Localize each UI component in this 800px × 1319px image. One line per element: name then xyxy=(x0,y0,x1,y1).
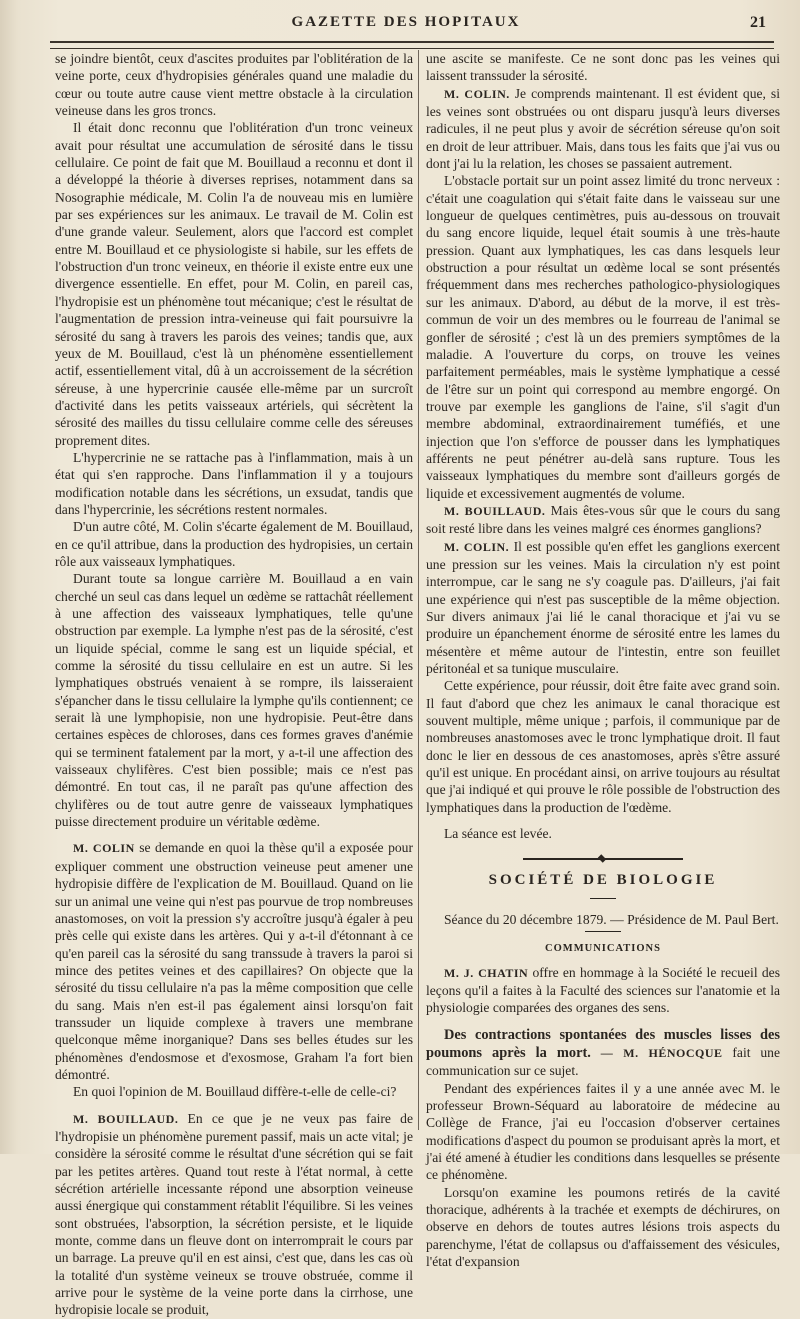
paragraph xyxy=(55,839,413,1083)
paragraph: En quoi l'opinion de M. Bouillaud diffère-t-elle de celle-ci? xyxy=(73,1084,397,1100)
right-column xyxy=(426,50,780,1270)
speaker-name: M. J. CHATIN xyxy=(444,965,529,980)
paragraph: Il était donc reconnu que l'oblitération d'un tronc veineux avait pour résultat une accumulation de sérosité dans le tissu cellulaire. Ce point de fait que M. Bouillaud a reconnu et dont il a développé la théorie à diverses reprises, notamment dans sa Nosographie médicale, M. Colin l'a de nouveau mis en lumière par ses expériences sur les animaux. Le travail de M. Colin est d'une grande valeur. Seulement, alors que l'accord est complet entre M. Bouillaud et ce physiologiste si habile, sur les effets de l'obstruction d'un tronc veineux, en théorie il existe entre eux une divergence essentielle. En effet, pour M. Colin, en pareil cas, l'hydropisie est un phénomène tout mécanique; c'est le résultat de l'augmentation de pression intra-veineuse qui fait poursuivre la sérosité du sang à travers les parois des veines; tandis que, aux yeux de M. Bouillaud, c'est là un phénomène essentiellement actif, essentiellement vital, dû à un accroissement de la sécrétion séreuse, à une hypercrinie causée elle-même par un surcroît d'activité dans les petits vaisseaux artériels, qui sécrètent la sérosité des mailles du tissu cellulaire comme celle des séreuses proprement dites. xyxy=(55,120,413,448)
paragraph: Cette expérience, pour réussir, doit être faite avec grand soin. Il faut d'abord que chez les animaux le canal thoracique est souvent multiple, même unique ; parfois, il communique par de nombreuses anastomoses avec le tronc lymphatique droit. Il faut donc le lier en dessous de ces anastomoses, après s'être assuré qu'il est unique. En procédant ainsi, on arrive toujours au résultat que j'ai indiqué et qui prouve le rôle possible de l'obstruction des lymphatiques dans la production de l'œdème. xyxy=(426,678,780,815)
paragraph: Lorsqu'on examine les poumons retirés de la cavité thoracique, adhérents à la trachée et exempts de déchirures, on observe en dehors de toutes autres lésions trois aspects du parenchyme, l'état de collapsus ou d'affaissement des vésicules, l'état d'expansion xyxy=(426,1184,780,1269)
subsection-heading: COMMUNICATIONS xyxy=(545,943,661,955)
short-rule xyxy=(590,898,616,899)
speaker-name: M. BOUILLAUD. xyxy=(444,503,546,518)
section-title: SOCIÉTÉ DE BIOLOGIE xyxy=(488,872,718,889)
paragraph: L'hypercrinie ne se rattache pas à l'inflammation, mais à un état qui s'en rapproche. Dans l'inflammation il y a toujours modification notable dans les sécrétions, un exsudat, tandis que dans l'hypercrinie, les sécrétions restent normales. xyxy=(55,449,413,517)
speech-text: se demande en quoi la thèse qu'il a exposée pour expliquer comment une obstruction veineuse peut amener une hydropisie diffère de l'explication de M. Bouillaud. Quand on lie sur un animal une veine qui n'est pas pourvue de trop nombreuses anastomoses, on voit la pression s'y accroître jusqu'à égaler à peu près celle qui existe dans les artères. Qui y a-t-il d'étonnant à ce qu'en pareil cas la sérosité du sang transsude à travers la paroi si mince des petites veines et des capillaires? On objecte que la sérosité du tissu cellulaire n'a pas la même composition que celle du sang. Mais n'en est-il pas également ainsi lorsqu'on fait transsuder un liquide complexe à travers une membrane quelconque même inorganique? Dans ses belles études sur les phénomènes d'endosmose et d'exosmose, Graham l'a fort bien démontré. xyxy=(55,840,413,1082)
page-header xyxy=(40,12,772,38)
article-heading xyxy=(426,1026,780,1080)
article-title: Des contractions spontanées des muscles lisses des poumons après la mort. xyxy=(426,1026,780,1061)
speaker-name: M. COLIN xyxy=(73,841,135,856)
paragraph xyxy=(426,502,780,538)
paragraph xyxy=(55,1110,413,1319)
speech-text: En ce que je ne veux pas faire de l'hydropisie un phénomène purement passif, mais un acte vital; je considère la sérosité comme le résultat d'une sécrétion qui se fait par les petites artères. Quand tout reste à l'état normal, à cette sécrétion artérielle incessante répond une absorption veineuse aussi énergique qui constamment rétablit l'équilibre. Si les veines sont obstruées, l'absorption, la sécrétion persiste, et le liquide monte, comme dans un fleuve dont on interromprait le cours par un barrage. La preuve qu'il en est ainsi, c'est que, dans les cas où la totalité d'un système veineux se trouve obstruée, comme il arrive pour le système de la veine porte dans la cirrhose, une hydropisie locale se produit, xyxy=(55,1110,413,1318)
speech-text: offre en hommage à la Société le recueil des leçons qu'il a faites à la Faculté des sciences sur l'anatomie et la physiologie comparées des organes des sens. xyxy=(426,964,780,1016)
small-rule xyxy=(585,931,621,932)
seance-line: Séance du 20 décembre 1879. — Présidence de M. Paul Bert. xyxy=(444,911,779,927)
page-number: 21 xyxy=(750,14,766,31)
article-author: — M. HÉNOCQUE xyxy=(590,1045,723,1060)
paragraph: se joindre bientôt, ceux d'ascites produites par l'oblitération de la veine porte, ceux d'hydropisies générales quand une maladie du cœur ou toute autre cause vient mettre obstacle à la circulation veineuse dans les gros troncs. xyxy=(55,51,413,119)
ornament-divider xyxy=(523,856,683,862)
article-intro: fait une communication sur ce sujet. xyxy=(426,1044,780,1079)
paragraph: Durant toute sa longue carrière M. Bouillaud a en vain cherché un seul cas dans lequel un œdème se rattachât réellement à une affection des vaisseaux lymphatiques, telle qu'une obstruction par exemple. La lymphe n'est pas de la sérosité, c'est un liquide spécial, comme le sang est un liquide spécial, et comme la sérosité du tissu cellulaire en est un autre. Si les lymphatiques obstrués venaient à se rompre, ils laisseraient s'épancher dans le tissu cellulaire la lymphe qu'ils contiennent; ce serait là une lymphopisie, non une hydropisie. Peut-être dans certaines espèces de chloroses, dans ces formes graves d'anémie qui se terminent fatalement par la mort, y a-t-il une affection des vaisseaux chylifères. C'est bien possible; mais ce n'est pas démontré. En tout cas, il ne paraît pas qu'une affection des chylifères ou de tout autre genre de vaisseaux lymphatiques puisse directement produire un véritable œdème. xyxy=(55,571,413,830)
speaker-name: M. BOUILLAUD. xyxy=(73,1111,179,1126)
paragraph: D'un autre côté, M. Colin s'écarte également de M. Bouillaud, en ce qu'il attribue, dans la production des hydropisies, un certain rôle aux vaisseaux lymphatiques. xyxy=(55,519,413,569)
speech-text: Il est possible qu'en effet les ganglions exercent une pression sur les veines. Mais la circulation n'y est point interrompue, car le sang ne s'y coagule pas. D'ailleurs, j'ai fait une expérience qui n'est pas susceptible de la même objection. Sur divers animaux j'ai lié le canal thoracique et j'ai vu se produire un épanchement énorme de sérosité entre les lames du mésentère et même autour de l'intestin, entre son feuillet péritonéal et sa tunique musculaire. xyxy=(426,538,780,677)
paragraph xyxy=(426,964,780,1017)
left-column xyxy=(55,50,413,1319)
speech-text: Mais êtes-vous sûr que le cours du sang soit resté libre dans les veines malgré ces énormes ganglions? xyxy=(426,502,780,537)
paragraph xyxy=(426,538,780,678)
speaker-name: M. COLIN. xyxy=(444,86,510,101)
paragraph xyxy=(426,85,780,173)
header-rule xyxy=(50,41,774,49)
column-divider xyxy=(418,50,419,1130)
paragraph: L'obstacle portait sur un point assez limité du tronc nerveux : c'était une coagulation qui s'était faite dans le vaisseau sur une longueur de quelques centimètres, puis au-dessous on trouvait du sang encore liquide, lequel était soumis à une très-haute pression. Quant aux lymphatiques, les cas dans lesquels leur obstruction a pour résultat un œdème local se sont présentés fréquemment dans mes recherches pathologico-physiologiques sur les animaux. D'abord, au début de la morve, il est très-commun de voir un des membres ou le fourreau de l'animal se gonfler de sérosité ; c'est là un des premiers symptômes de la maladie. A l'ouverture du corps, on trouve les veines parfaitement perméables, mais le système lymphatique a cessé de l'être sur un point qui correspond au membre engorgé. On trouve par exemple les ganglions de l'aine, s'il s'agit d'un membre abdominal, extraordinairement tuméfiés, et une injection que l'on s'efforce de pousser dans les lymphatiques afférents ne peut pénétrer au-delà sans rupture. Tous les vaisseaux lymphatiques du membre sont d'ailleurs gorgés de liquide et excessivement augmentés de volume. xyxy=(426,173,780,501)
running-title: GAZETTE DES HOPITAUX xyxy=(291,14,521,30)
speaker-name: M. COLIN. xyxy=(444,539,510,554)
paragraph: une ascite se manifeste. Ce ne sont donc pas les veines qui laissent transsuder la sérosité. xyxy=(426,51,780,84)
speech-text: Je comprends maintenant. Il est évident que, si les veines sont obstruées ou ont disparu jusqu'à leurs diverses radicules, il ne peut plus y avoir de sécrétion séreuse qu'on soit en droit de leur attribuer. Mais, dans tous les faits que j'ai vus ou dont j'ai lu la relation, les choses se passaient autrement. xyxy=(426,85,780,172)
paragraph: Pendant des expériences faites il y a une année avec M. le professeur Brown-Séquard au laboratoire de médecine au Collège de France, j'ai eu l'occasion d'observer certaines modifications d'aspect du poumon se produisant après la mort, et j'ai été amené à étudier les conditions dans lesquelles se présente ce phénomène. xyxy=(426,1080,780,1183)
paragraph: La séance est levée. xyxy=(444,826,552,842)
